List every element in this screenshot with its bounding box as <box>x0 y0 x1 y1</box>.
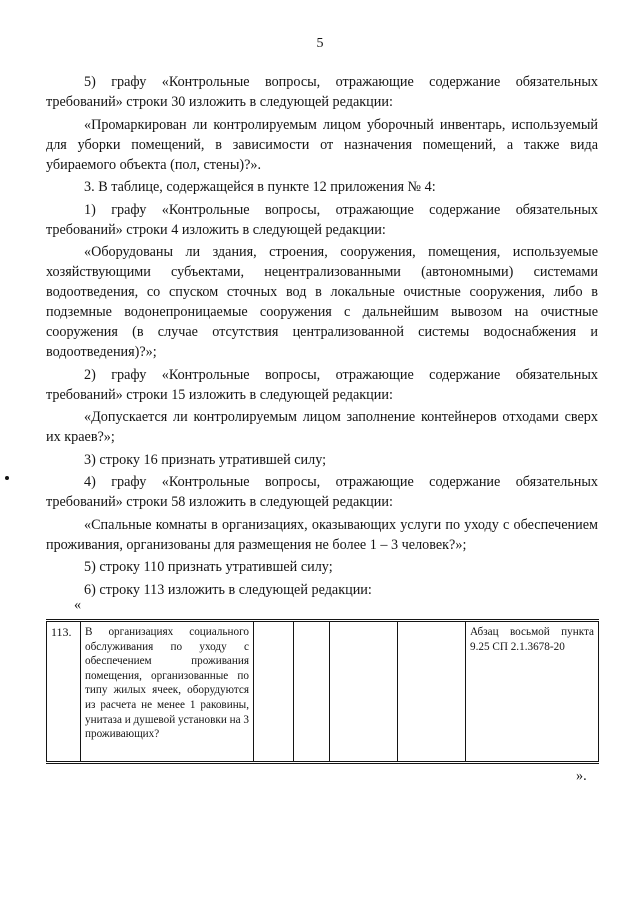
empty-cell <box>254 621 294 763</box>
empty-cell <box>330 621 398 763</box>
opening-quote-mark: « <box>74 597 82 613</box>
question-cell: В организациях социального обслуживания по уходу с обеспечением проживания помещения, организованные по типу жилых ячеек, оборудуются из расчета не менее 1 раковины, унитаза и душевой установки на 3 проживающих? <box>81 621 254 763</box>
paragraph-section-3-heading: 3. В таблице, содержащейся в пункте 12 приложения № 4: <box>84 179 436 195</box>
paragraph-quote-row-58: «Спальные комнаты в организациях, оказывающих услуги по уходу с обеспечением проживания, организованы для размещения не более 1 – 3 человек?»; <box>46 516 598 553</box>
paragraph-item-6-row-113: 6) строку 113 изложить в следующей редакции: <box>84 581 372 598</box>
page-number: 5 <box>316 36 324 51</box>
scan-mark <box>5 476 9 480</box>
document-body <box>46 72 598 602</box>
paragraph-item-2-row-15: 2) графу «Контрольные вопросы, отражающие содержание обязательных требований» строки 15 изложить в следующей редакции: <box>46 366 598 403</box>
paragraph-item-4-row-58: 4) графу «Контрольные вопросы, отражающие содержание обязательных требований» строки 58 изложить в следующей редакции: <box>46 474 598 510</box>
paragraph-item-3-row-16: 3) строку 16 признать утратившей силу; <box>84 451 327 468</box>
closing-quote-mark: ». <box>576 768 587 784</box>
paragraph-quote-row-30: «Промаркирован ли контролируемым лицом уборочный инвентарь, используемый для уборки помещений, в зависимости от назначения помещений, а также вида убираемого объекта (пол, стены)?». <box>46 116 598 173</box>
paragraph-quote-row-15: «Допускается ли контролируемым лицом заполнение контейнеров отходами сверх их краев?»; <box>46 409 598 445</box>
paragraph-quote-row-4: «Оборудованы ли здания, строения, сооружения, помещения, используемые хозяйствующими субъектами, нецентрализованными (автономными) системами водоотведения, со спуском сточных вод в локальные очистные сооружения, либо в подземные водонепроницаемые сооружения с дальнейшим вывозом на очистные сооружения (в случае отсутствия централизованной системы водоснабжения и водоотведения)?»; <box>46 244 598 360</box>
row-113-table <box>46 619 599 764</box>
paragraph-item-5-row-110: 5) строку 110 признать утратившей силу; <box>84 559 333 575</box>
table-row <box>47 621 599 763</box>
paragraph-item-1-row-4: 1) графу «Контрольные вопросы, отражающие содержание обязательных требований» строки 4 изложить в следующей редакции: <box>46 201 598 238</box>
empty-cell <box>398 621 466 763</box>
row-number-cell: 113. <box>47 621 81 763</box>
paragraph-item-5-column-30: 5) графу «Контрольные вопросы, отражающие содержание обязательных требований» строки 30 изложить в следующей редакции: <box>46 74 598 110</box>
empty-cell <box>294 621 330 763</box>
legal-reference-cell: Абзац восьмой пункта 9.25 СП 2.1.3678-20 <box>466 621 599 763</box>
